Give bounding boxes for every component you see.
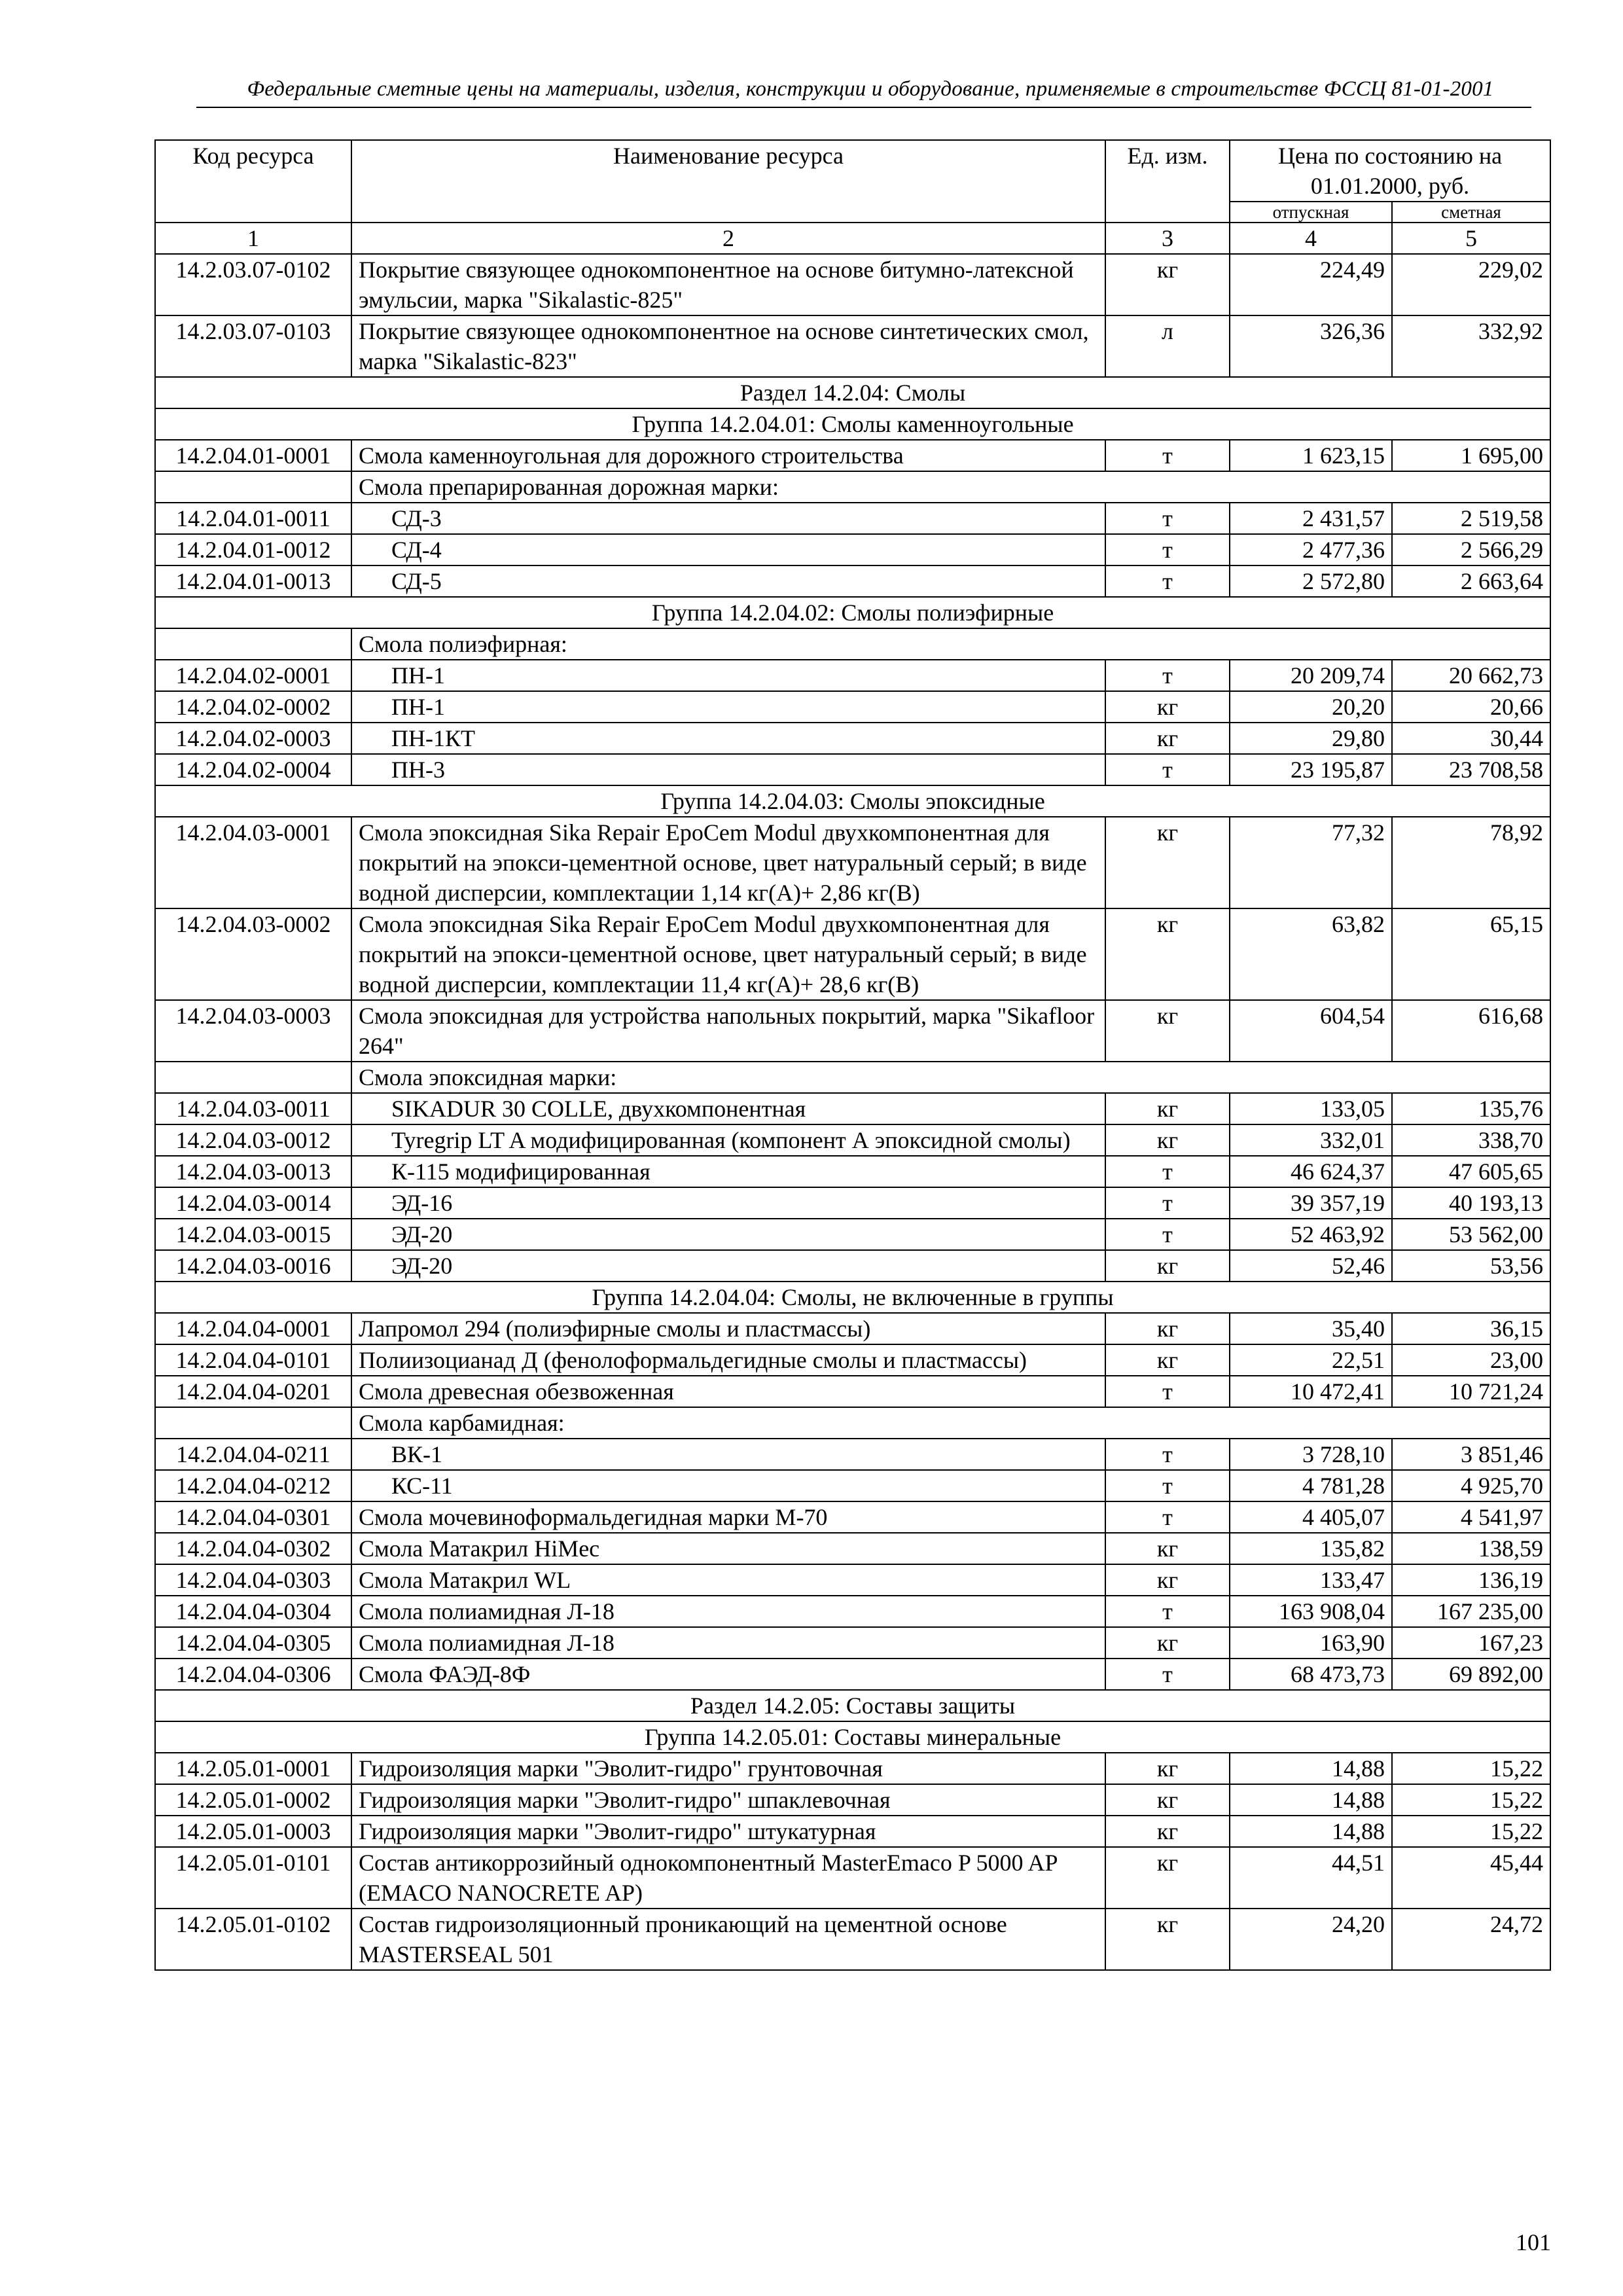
group-row [155, 1282, 1550, 1313]
resource-name-text: SIKADUR 30 COLLE, двухкомпонентная [391, 1096, 806, 1122]
price-release: 332,01 [1230, 1124, 1392, 1156]
header-price-estimate: сметная [1392, 202, 1550, 223]
section-row [155, 377, 1550, 408]
section-row [155, 1690, 1550, 1721]
unit-cell: т [1105, 1439, 1230, 1470]
resource-code: 14.2.04.01-0012 [155, 534, 351, 565]
unit-cell: кг [1105, 1250, 1230, 1282]
price-estimate: 3 851,46 [1392, 1439, 1550, 1470]
table-row [155, 565, 1550, 597]
resource-code: 14.2.04.03-0003 [155, 1000, 351, 1062]
unit-cell: кг [1105, 1627, 1230, 1659]
table-row [155, 440, 1550, 471]
resource-code: 14.2.04.02-0001 [155, 660, 351, 691]
price-estimate: 47 605,65 [1392, 1156, 1550, 1187]
price-estimate: 30,44 [1392, 723, 1550, 754]
price-estimate: 135,76 [1392, 1093, 1550, 1124]
table-row [155, 1533, 1550, 1564]
resource-name [351, 1219, 1105, 1250]
price-release: 52,46 [1230, 1250, 1392, 1282]
resource-name-text: Tyregrip LT A модифицированная (компонент А эпоксидной смолы) [391, 1127, 1071, 1153]
resource-name-text: ВК-1 [391, 1441, 443, 1467]
price-release: 2 572,80 [1230, 565, 1392, 597]
price-release: 1 623,15 [1230, 440, 1392, 471]
price-estimate: 65,15 [1392, 908, 1550, 1000]
resource-name: Смола мочевиноформальдегидная марки М-70 [351, 1501, 1105, 1533]
resource-name: Смола эпоксидная для устройства напольных покрытий, марка "Sikafloor 264" [351, 1000, 1105, 1062]
unit-cell: т [1105, 1187, 1230, 1219]
table-row [155, 1816, 1550, 1847]
price-estimate: 15,22 [1392, 1816, 1550, 1847]
unit-cell: кг [1105, 1753, 1230, 1784]
price-estimate: 338,70 [1392, 1124, 1550, 1156]
group-title: Группа 14.2.04.01: Смолы каменноугольные [155, 408, 1550, 440]
resource-name [351, 1439, 1105, 1470]
resource-name-text: СД-5 [391, 568, 442, 594]
resource-code: 14.2.04.04-0302 [155, 1533, 351, 1564]
unit-cell: кг [1105, 723, 1230, 754]
unit-cell: л [1105, 315, 1230, 377]
unit-cell: кг [1105, 817, 1230, 908]
code-cell-empty [155, 628, 351, 660]
code-cell-empty [155, 1407, 351, 1439]
table-row [155, 503, 1550, 534]
resource-name: Смола Матакрил HiMec [351, 1533, 1105, 1564]
unit-cell: кг [1105, 1847, 1230, 1909]
resource-name [351, 565, 1105, 597]
group-row [155, 597, 1550, 628]
table-row [155, 723, 1550, 754]
price-release: 63,82 [1230, 908, 1392, 1000]
price-release: 23 195,87 [1230, 754, 1392, 785]
unit-cell: кг [1105, 1344, 1230, 1376]
table-row [155, 1439, 1550, 1470]
resource-name [351, 1470, 1105, 1501]
price-estimate: 69 892,00 [1392, 1659, 1550, 1690]
price-estimate: 10 721,24 [1392, 1376, 1550, 1407]
resource-code: 14.2.04.04-0201 [155, 1376, 351, 1407]
col-number: 2 [351, 223, 1105, 254]
price-estimate: 332,92 [1392, 315, 1550, 377]
price-estimate: 15,22 [1392, 1784, 1550, 1816]
table-row [155, 1250, 1550, 1282]
unit-cell: кг [1105, 1093, 1230, 1124]
price-release: 326,36 [1230, 315, 1392, 377]
price-release: 4 781,28 [1230, 1470, 1392, 1501]
resource-name [351, 503, 1105, 534]
subheading-row [155, 1407, 1550, 1439]
price-release: 35,40 [1230, 1313, 1392, 1344]
group-title: Группа 14.2.04.03: Смолы эпоксидные [155, 785, 1550, 817]
price-release: 14,88 [1230, 1784, 1392, 1816]
table-row [155, 660, 1550, 691]
price-release: 163 908,04 [1230, 1596, 1392, 1627]
table-row [155, 1909, 1550, 1970]
resource-code: 14.2.04.04-0303 [155, 1564, 351, 1596]
price-estimate: 53 562,00 [1392, 1219, 1550, 1250]
resource-name [351, 1250, 1105, 1282]
resource-code: 14.2.05.01-0101 [155, 1847, 351, 1909]
resource-name: Состав антикоррозийный однокомпонентный MasterEmaco P 5000 AP (EMACO NANOCRETE AP) [351, 1847, 1105, 1909]
table-row [155, 1659, 1550, 1690]
price-estimate: 2 663,64 [1392, 565, 1550, 597]
col-number: 5 [1392, 223, 1550, 254]
resource-name: Покрытие связующее однокомпонентное на основе синтетических смол, марка "Sikalastic-823" [351, 315, 1105, 377]
price-release: 135,82 [1230, 1533, 1392, 1564]
resource-code: 14.2.04.03-0001 [155, 817, 351, 908]
subheading-row [155, 628, 1550, 660]
group-row [155, 785, 1550, 817]
table-row [155, 1313, 1550, 1344]
table-row [155, 1784, 1550, 1816]
resource-code: 14.2.04.01-0011 [155, 503, 351, 534]
price-estimate: 45,44 [1392, 1847, 1550, 1909]
resource-name: Смола Матакрил WL [351, 1564, 1105, 1596]
unit-cell: кг [1105, 1533, 1230, 1564]
price-estimate: 23 708,58 [1392, 754, 1550, 785]
header-rule [196, 107, 1531, 108]
section-title: Раздел 14.2.05: Составы защиты [155, 1690, 1550, 1721]
unit-cell: т [1105, 1156, 1230, 1187]
table-body [155, 254, 1550, 1970]
table-row [155, 1376, 1550, 1407]
table-row [155, 908, 1550, 1000]
price-estimate: 36,15 [1392, 1313, 1550, 1344]
price-release: 2 431,57 [1230, 503, 1392, 534]
resource-name: Гидроизоляция марки "Эволит-гидро" шпаклевочная [351, 1784, 1105, 1816]
subheading-row [155, 471, 1550, 503]
price-estimate: 229,02 [1392, 254, 1550, 315]
col-number: 1 [155, 223, 351, 254]
resource-code: 14.2.04.01-0001 [155, 440, 351, 471]
resource-code: 14.2.04.04-0306 [155, 1659, 351, 1690]
price-estimate: 23,00 [1392, 1344, 1550, 1376]
unit-cell: кг [1105, 1124, 1230, 1156]
group-row [155, 1721, 1550, 1753]
resource-name: Смола эпоксидная Sika Repair EpoCem Modul двухкомпонентная для покрытий на эпокси-цементной основе, цвет натуральный серый; в виде водной дисперсии, комплектации 11,4 кг(А)+ 28,6 кг(В) [351, 908, 1105, 1000]
table-row [155, 1187, 1550, 1219]
unit-cell: т [1105, 503, 1230, 534]
code-cell-empty [155, 471, 351, 503]
resource-name: Гидроизоляция марки "Эволит-гидро" штукатурная [351, 1816, 1105, 1847]
resource-code: 14.2.04.04-0101 [155, 1344, 351, 1376]
resource-name [351, 723, 1105, 754]
unit-cell: кг [1105, 1816, 1230, 1847]
resource-code: 14.2.04.04-0305 [155, 1627, 351, 1659]
price-release: 20 209,74 [1230, 660, 1392, 691]
resource-name [351, 1187, 1105, 1219]
table-row [155, 1093, 1550, 1124]
code-cell-empty [155, 1062, 351, 1093]
group-row [155, 408, 1550, 440]
price-release: 14,88 [1230, 1753, 1392, 1784]
col-number: 4 [1230, 223, 1392, 254]
subheading-text: Смола эпоксидная марки: [351, 1062, 1550, 1093]
resource-name-text: ПН-1 [391, 694, 445, 720]
resource-code: 14.2.04.04-0301 [155, 1501, 351, 1533]
resource-name-text: ПН-3 [391, 757, 445, 783]
price-release: 68 473,73 [1230, 1659, 1392, 1690]
unit-cell: т [1105, 754, 1230, 785]
resource-name: Смола эпоксидная Sika Repair EpoCem Modul двухкомпонентная для покрытий на эпокси-цементной основе, цвет натуральный серый; в виде водной дисперсии, комплектации 1,14 кг(А)+ 2,86 кг(В) [351, 817, 1105, 908]
resource-code: 14.2.04.03-0013 [155, 1156, 351, 1187]
unit-cell: т [1105, 1219, 1230, 1250]
table-row [155, 817, 1550, 908]
unit-cell: т [1105, 1596, 1230, 1627]
group-title: Группа 14.2.04.04: Смолы, не включенные в группы [155, 1282, 1550, 1313]
unit-cell: т [1105, 1501, 1230, 1533]
resource-code: 14.2.04.04-0212 [155, 1470, 351, 1501]
resource-name: Смола древесная обезвоженная [351, 1376, 1105, 1407]
header-code: Код ресурса [155, 140, 351, 223]
price-release: 14,88 [1230, 1816, 1392, 1847]
price-release: 10 472,41 [1230, 1376, 1392, 1407]
subheading-text: Смола полиэфирная: [351, 628, 1550, 660]
price-release: 163,90 [1230, 1627, 1392, 1659]
resource-name [351, 534, 1105, 565]
resource-code: 14.2.04.03-0002 [155, 908, 351, 1000]
table-row [155, 1470, 1550, 1501]
table-row [155, 534, 1550, 565]
page-number: 101 [1516, 2229, 1551, 2255]
price-estimate: 20,66 [1392, 691, 1550, 723]
price-estimate: 40 193,13 [1392, 1187, 1550, 1219]
price-estimate: 616,68 [1392, 1000, 1550, 1062]
price-release: 24,20 [1230, 1909, 1392, 1970]
header-unit: Ед. изм. [1105, 140, 1230, 223]
price-release: 77,32 [1230, 817, 1392, 908]
resource-code: 14.2.05.01-0102 [155, 1909, 351, 1970]
resource-code: 14.2.04.02-0004 [155, 754, 351, 785]
resource-code: 14.2.04.02-0002 [155, 691, 351, 723]
group-title: Группа 14.2.04.02: Смолы полиэфирные [155, 597, 1550, 628]
price-estimate: 24,72 [1392, 1909, 1550, 1970]
unit-cell: т [1105, 660, 1230, 691]
price-release: 39 357,19 [1230, 1187, 1392, 1219]
price-release: 52 463,92 [1230, 1219, 1392, 1250]
unit-cell: кг [1105, 1909, 1230, 1970]
resource-name: Полиизоцианад Д (фенолоформальдегидные смолы и пластмассы) [351, 1344, 1105, 1376]
price-estimate: 78,92 [1392, 817, 1550, 908]
price-estimate: 4 925,70 [1392, 1470, 1550, 1501]
unit-cell: т [1105, 565, 1230, 597]
resource-code: 14.2.04.03-0015 [155, 1219, 351, 1250]
resource-name-text: ЭД-16 [391, 1190, 453, 1216]
table-row [155, 1219, 1550, 1250]
price-estimate: 167 235,00 [1392, 1596, 1550, 1627]
price-release: 3 728,10 [1230, 1439, 1392, 1470]
unit-cell: кг [1105, 908, 1230, 1000]
price-release: 133,05 [1230, 1093, 1392, 1124]
price-release: 29,80 [1230, 723, 1392, 754]
resource-name [351, 1124, 1105, 1156]
resource-name: Смола полиамидная Л-18 [351, 1596, 1105, 1627]
resource-name [351, 660, 1105, 691]
resource-code: 14.2.04.03-0016 [155, 1250, 351, 1282]
table-row [155, 691, 1550, 723]
price-estimate: 15,22 [1392, 1753, 1550, 1784]
price-estimate: 2 519,58 [1392, 503, 1550, 534]
resource-code: 14.2.03.07-0103 [155, 315, 351, 377]
table-row [155, 1847, 1550, 1909]
resource-code: 14.2.04.04-0211 [155, 1439, 351, 1470]
resource-name: Смола полиамидная Л-18 [351, 1627, 1105, 1659]
table-row [155, 1564, 1550, 1596]
running-header: Федеральные сметные цены на материалы, изделия, конструкции и оборудование, применяемые в строительстве ФССЦ 81-01-2001 [247, 77, 1494, 101]
price-estimate: 53,56 [1392, 1250, 1550, 1282]
resource-name-text: СД-3 [391, 505, 442, 531]
resource-name: Состав гидроизоляционный проникающий на цементной основе MASTERSEAL 501 [351, 1909, 1105, 1970]
header-price: Цена по состоянию на 01.01.2000, руб. [1230, 140, 1550, 202]
table-row [155, 1501, 1550, 1533]
resource-name [351, 1093, 1105, 1124]
resource-name: Покрытие связующее однокомпонентное на основе битумно-латексной эмульсии, марка "Sikalastic-825" [351, 254, 1105, 315]
resource-name: Смола ФАЭД-8Ф [351, 1659, 1105, 1690]
table-row [155, 1596, 1550, 1627]
unit-cell: кг [1105, 254, 1230, 315]
resource-name: Гидроизоляция марки "Эволит-гидро" грунтовочная [351, 1753, 1105, 1784]
price-release: 2 477,36 [1230, 534, 1392, 565]
subheading-text: Смола препарированная дорожная марки: [351, 471, 1550, 503]
subheading-row [155, 1062, 1550, 1093]
price-release: 224,49 [1230, 254, 1392, 315]
section-title: Раздел 14.2.04: Смолы [155, 377, 1550, 408]
table-row [155, 315, 1550, 377]
unit-cell: т [1105, 1659, 1230, 1690]
unit-cell: т [1105, 1376, 1230, 1407]
resource-name [351, 754, 1105, 785]
resource-name: Смола каменноугольная для дорожного строительства [351, 440, 1105, 471]
resource-code: 14.2.04.04-0001 [155, 1313, 351, 1344]
resource-name [351, 691, 1105, 723]
resource-name [351, 1156, 1105, 1187]
price-estimate: 167,23 [1392, 1627, 1550, 1659]
table-row [155, 1753, 1550, 1784]
group-title: Группа 14.2.05.01: Составы минеральные [155, 1721, 1550, 1753]
price-estimate: 136,19 [1392, 1564, 1550, 1596]
price-release: 133,47 [1230, 1564, 1392, 1596]
col-number: 3 [1105, 223, 1230, 254]
unit-cell: кг [1105, 1000, 1230, 1062]
resource-code: 14.2.05.01-0003 [155, 1816, 351, 1847]
resource-name-text: ЭД-20 [391, 1221, 453, 1247]
table-row [155, 1156, 1550, 1187]
price-release: 20,20 [1230, 691, 1392, 723]
table-row [155, 1344, 1550, 1376]
unit-cell: кг [1105, 1313, 1230, 1344]
resource-code: 14.2.03.07-0102 [155, 254, 351, 315]
price-release: 22,51 [1230, 1344, 1392, 1376]
unit-cell: кг [1105, 691, 1230, 723]
table-row [155, 1627, 1550, 1659]
table-row [155, 754, 1550, 785]
resource-code: 14.2.05.01-0002 [155, 1784, 351, 1816]
price-estimate: 2 566,29 [1392, 534, 1550, 565]
price-release: 4 405,07 [1230, 1501, 1392, 1533]
table-row [155, 254, 1550, 315]
unit-cell: кг [1105, 1784, 1230, 1816]
resource-code: 14.2.04.03-0011 [155, 1093, 351, 1124]
resource-code: 14.2.05.01-0001 [155, 1753, 351, 1784]
resource-code: 14.2.04.03-0012 [155, 1124, 351, 1156]
price-estimate: 138,59 [1392, 1533, 1550, 1564]
resource-code: 14.2.04.03-0014 [155, 1187, 351, 1219]
resource-name-text: ЭД-20 [391, 1253, 453, 1279]
resource-name-text: СД-4 [391, 537, 442, 563]
header-price-release: отпускная [1230, 202, 1392, 223]
resource-name-text: ПН-1КТ [391, 725, 475, 751]
table-row [155, 1000, 1550, 1062]
price-estimate: 4 541,97 [1392, 1501, 1550, 1533]
unit-cell: т [1105, 440, 1230, 471]
resource-code: 14.2.04.04-0304 [155, 1596, 351, 1627]
resource-name: Лапромол 294 (полиэфирные смолы и пластмассы) [351, 1313, 1105, 1344]
price-release: 46 624,37 [1230, 1156, 1392, 1187]
resource-name-text: ПН-1 [391, 662, 445, 689]
header-name: Наименование ресурса [351, 140, 1105, 223]
resource-name-text: К-115 модифицированная [391, 1158, 651, 1185]
resource-code: 14.2.04.02-0003 [155, 723, 351, 754]
price-estimate: 1 695,00 [1392, 440, 1550, 471]
resource-name-text: КС-11 [391, 1473, 453, 1499]
unit-cell: т [1105, 1470, 1230, 1501]
unit-cell: т [1105, 534, 1230, 565]
price-table [154, 139, 1551, 1971]
table-row [155, 1124, 1550, 1156]
price-release: 604,54 [1230, 1000, 1392, 1062]
price-release: 44,51 [1230, 1847, 1392, 1909]
unit-cell: кг [1105, 1564, 1230, 1596]
subheading-text: Смола карбамидная: [351, 1407, 1550, 1439]
resource-code: 14.2.04.01-0013 [155, 565, 351, 597]
price-estimate: 20 662,73 [1392, 660, 1550, 691]
